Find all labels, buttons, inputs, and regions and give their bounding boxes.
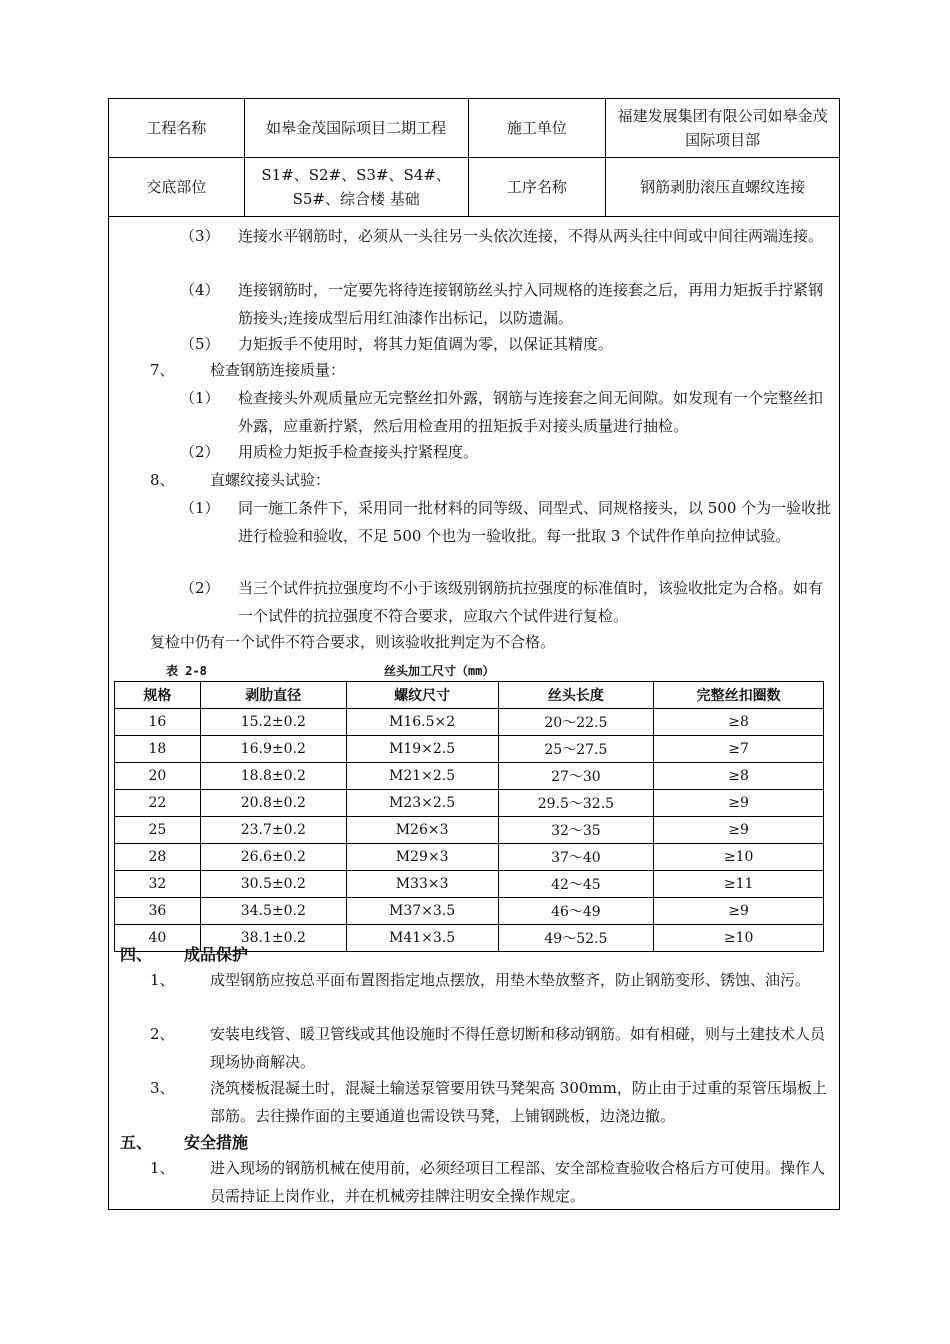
table-cell: ≥9 — [654, 898, 824, 925]
table-cell: 42～45 — [498, 871, 654, 898]
table-cell: ≥9 — [654, 817, 824, 844]
item-7-2-text: 用质检力矩扳手检查接头拧紧程度。 — [238, 443, 479, 461]
s5-item-1-text: 进入现场的钢筋机械在使用前，必须经项目工程部、安全部检查验收合格后方可使用。操作人员需持证上岗作业，并在机械旁挂牌注明安全操作规定。 — [210, 1159, 826, 1205]
item-7-1-text: 检查接头外观质量应无完整丝扣外露，钢筋与连接套之间无间隙。如发现有一个完整丝扣外露，应重新拧紧，然后用检查用的扭矩扳手对接头质量进行抽检。 — [238, 389, 824, 435]
section-7-number: 7、 — [150, 361, 175, 379]
table-label: 表 2-8 — [166, 664, 207, 678]
table-cell: ≥8 — [654, 763, 824, 790]
table-cell: 29.5～32.5 — [498, 790, 654, 817]
table-cell: 49～52.5 — [498, 925, 654, 952]
s5-item-1-number: 1、 — [150, 1159, 175, 1177]
table-cell: M23×2.5 — [346, 790, 498, 817]
s4-item-1-text: 成型钢筋应按总平面布置图指定地点摆放，用垫木垫放整齐，防止钢筋变形、锈蚀、油污。 — [210, 971, 811, 989]
s4-item-3-text: 浇筑楼板混凝土时，混凝土输送泵管要用铁马凳架高 300mm，防止由于过重的泵管压塌板上部筋。去往操作面的主要通道也需设铁马凳，上铺钢跳板，边浇边撤。 — [210, 1079, 827, 1125]
table-cell: 30.5±0.2 — [200, 871, 346, 898]
section-8-number: 8、 — [150, 471, 175, 489]
spec-table-header — [115, 682, 824, 709]
table-cell: M29×3 — [346, 844, 498, 871]
table-cell: ≥8 — [654, 709, 824, 736]
table-title: 丝头加工尺寸（mm） — [384, 664, 495, 678]
table-row — [115, 736, 824, 763]
contractor: 福建发展集团有限公司如皋金茂国际项目部 — [606, 99, 840, 158]
contractor-label: 施工单位 — [468, 99, 606, 158]
table-cell: 15.2±0.2 — [200, 709, 346, 736]
table-cell: ≥10 — [654, 844, 824, 871]
table-cell: 20.8±0.2 — [200, 790, 346, 817]
table-row — [115, 817, 824, 844]
table-cell: 28 — [115, 844, 201, 871]
item-7-2-number: （2） — [180, 443, 220, 461]
section-8-title: 直螺纹接头试验： — [210, 471, 331, 489]
table-cell: M37×3.5 — [346, 898, 498, 925]
location-label: 交底部位 — [109, 158, 245, 217]
table-cell: 36 — [115, 898, 201, 925]
table-cell: M33×3 — [346, 871, 498, 898]
item-3-number: （3） — [180, 227, 220, 245]
item-8-1-number: （1） — [180, 499, 220, 517]
table-cell: 22 — [115, 790, 201, 817]
item-5-text: 力矩扳手不使用时，将其力矩值调为零，以保证其精度。 — [238, 335, 614, 353]
table-cell: 32～35 — [498, 817, 654, 844]
table-cell: M16.5×2 — [346, 709, 498, 736]
project-name: 如皋金茂国际项目二期工程 — [244, 99, 468, 158]
table-row — [115, 871, 824, 898]
column-header: 完整丝扣圈数 — [654, 682, 824, 709]
item-8-2-number: （2） — [180, 579, 220, 597]
item-5-number: （5） — [180, 335, 220, 353]
table-cell: ≥7 — [654, 736, 824, 763]
table-row — [115, 709, 824, 736]
section-5-number: 五、 — [120, 1133, 153, 1152]
table-cell: M21×2.5 — [346, 763, 498, 790]
table-row — [115, 844, 824, 871]
table-cell: 37～40 — [498, 844, 654, 871]
table-cell: M26×3 — [346, 817, 498, 844]
table-row — [115, 898, 824, 925]
table-cell: 16 — [115, 709, 201, 736]
s4-item-2-text: 安装电线管、暖卫管线或其他设施时不得任意切断和移动钢筋。如有相碰，则与土建技术人员现场协商解决。 — [210, 1025, 826, 1071]
table-cell: 32 — [115, 871, 201, 898]
table-cell: 46～49 — [498, 898, 654, 925]
spec-table — [114, 681, 824, 952]
table-cell: 40 — [115, 925, 201, 952]
table-cell: 20～22.5 — [498, 709, 654, 736]
process-label: 工序名称 — [468, 158, 606, 217]
column-header: 剥肋直径 — [200, 682, 346, 709]
table-cell: 25～27.5 — [498, 736, 654, 763]
item-3-text: 连接水平钢筋时，必须从一头往另一头依次连接，不得从两头往中间或中间往两端连接。 — [238, 227, 824, 245]
table-cell: 34.5±0.2 — [200, 898, 346, 925]
table-cell: 26.6±0.2 — [200, 844, 346, 871]
table-row — [115, 763, 824, 790]
table-cell: 23.7±0.2 — [200, 817, 346, 844]
table-cell: 16.9±0.2 — [200, 736, 346, 763]
table-cell: ≥10 — [654, 925, 824, 952]
process: 钢筋剥肋滚压直螺纹连接 — [606, 158, 840, 217]
column-header: 丝头长度 — [498, 682, 654, 709]
item-4-text: 连接钢筋时，一定要先将待连接钢筋丝头拧入同规格的连接套之后，再用力矩扳手拧紧钢筋接头;连接成型后用红油漆作出标记，以防遗漏。 — [238, 281, 824, 327]
table-cell: 18 — [115, 736, 201, 763]
table-cell: 27～30 — [498, 763, 654, 790]
item-8-1-text: 同一施工条件下，采用同一批材料的同等级、同型式、同规格接头，以 500 个为一验收批进行检验和验收，不足 500 个也为一验收批。每一批取 3 个试件作单向拉伸试验。 — [238, 499, 832, 545]
project-name-label: 工程名称 — [109, 99, 245, 158]
item-4-number: （4） — [180, 281, 220, 299]
column-header: 螺纹尺寸 — [346, 682, 498, 709]
s4-item-3-number: 3、 — [150, 1079, 175, 1097]
table-cell: 38.1±0.2 — [200, 925, 346, 952]
table-row — [115, 790, 824, 817]
table-cell: M41×3.5 — [346, 925, 498, 952]
column-header: 规格 — [115, 682, 201, 709]
s4-item-1-number: 1、 — [150, 971, 175, 989]
section-5-title: 安全措施 — [184, 1133, 249, 1152]
header-table — [108, 98, 840, 217]
section-7-title: 检查钢筋连接质量： — [210, 361, 346, 379]
table-cell: 25 — [115, 817, 201, 844]
item-7-1-number: （1） — [180, 389, 220, 407]
item-8-2-text: 当三个试件抗拉强度均不小于该级别钢筋抗拉强度的标准值时，该验收批定为合格。如有一个试件的抗拉强度不符合要求，应取六个试件进行复检。 — [238, 579, 824, 625]
location: S1#、S2#、S3#、S4#、S5#、综合楼 基础 — [244, 158, 468, 217]
table-cell: ≥9 — [654, 790, 824, 817]
recheck-note: 复检中仍有一个试件不符合要求，则该验收批判定为不合格。 — [150, 633, 556, 651]
table-cell: 18.8±0.2 — [200, 763, 346, 790]
table-cell: M19×2.5 — [346, 736, 498, 763]
s4-item-2-number: 2、 — [150, 1025, 175, 1043]
table-cell: 20 — [115, 763, 201, 790]
section-4-title: 成品保护 — [184, 945, 249, 964]
table-cell: ≥11 — [654, 871, 824, 898]
section-4-number: 四、 — [120, 945, 153, 964]
